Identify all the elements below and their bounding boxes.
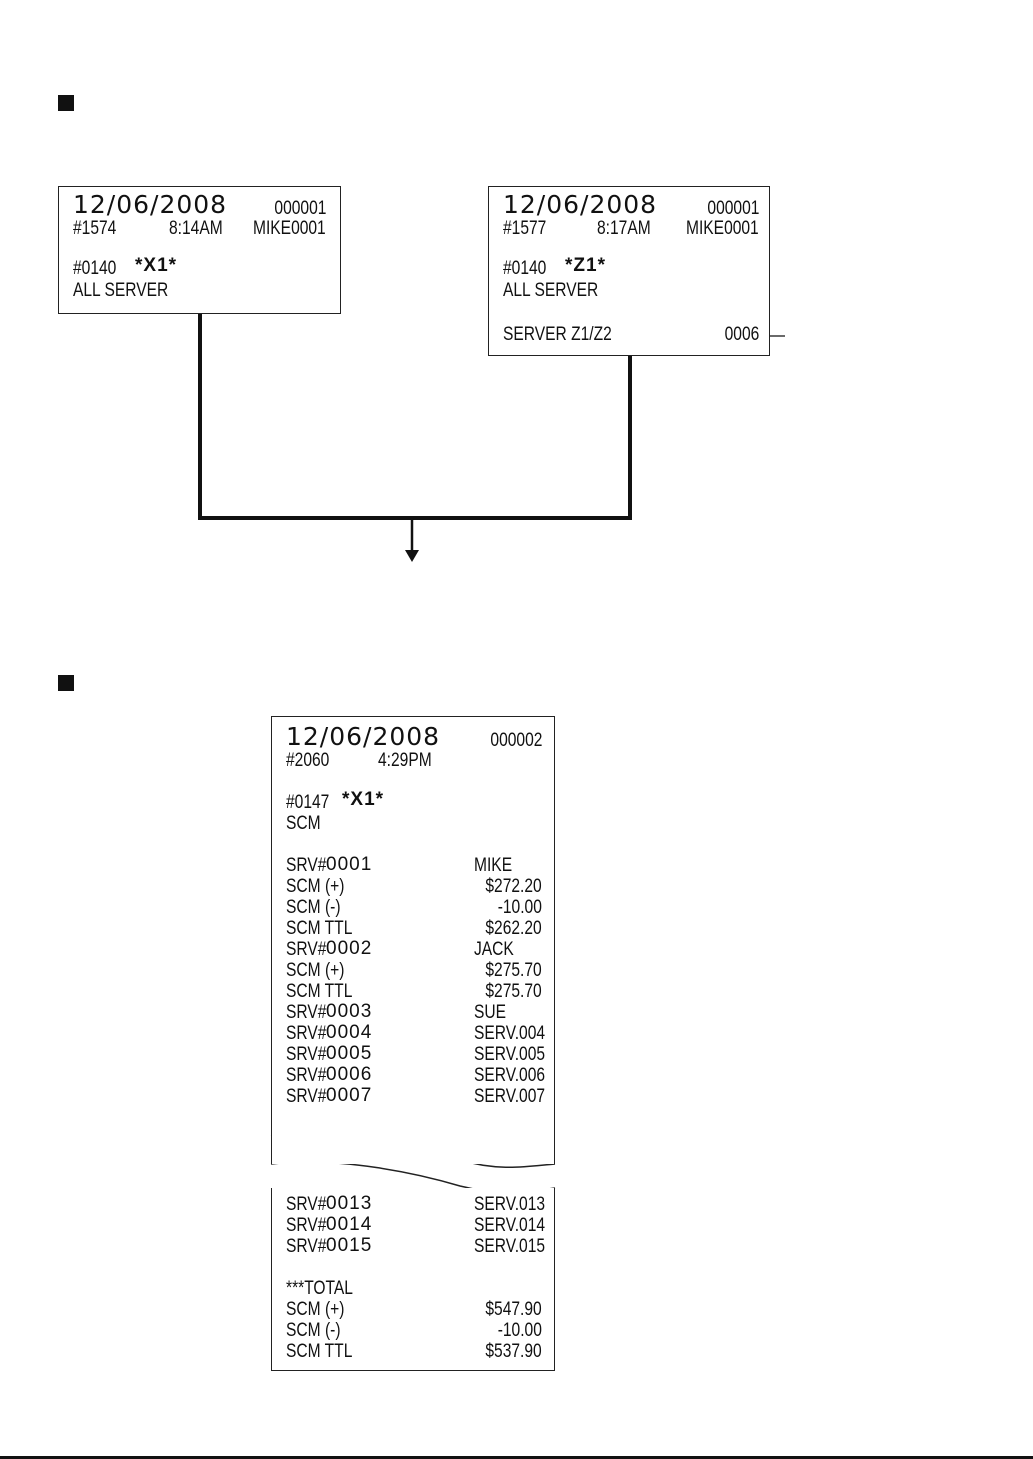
server-row [286, 1022, 546, 1044]
report-number: #0147 [286, 792, 330, 813]
receipt-serial: 000002 [490, 730, 542, 751]
row-label: SCM (-) [286, 897, 341, 918]
total-label: ***TOTAL [286, 1278, 353, 1299]
report-description: SCM [286, 813, 321, 834]
receipt-serial: 000001 [274, 198, 326, 219]
server-code: 0013 [326, 1193, 373, 1214]
down-arrow-head [405, 550, 419, 562]
receipt-time: 8:14AM [169, 218, 223, 239]
server-code: 0002 [326, 938, 373, 959]
receipt-serial: 000001 [707, 198, 759, 219]
server-code: 0004 [326, 1022, 373, 1043]
row-label: SRV# [286, 1065, 327, 1086]
server-name: SERV.015 [474, 1236, 546, 1257]
row-value: $272.20 [485, 876, 542, 897]
row-label: SCM (+) [286, 1299, 345, 1320]
receipt-server: MIKE0001 [686, 218, 759, 239]
server-row [286, 1235, 546, 1257]
row-value: -10.00 [497, 1320, 542, 1341]
server-code: 0007 [326, 1085, 373, 1106]
server-row [286, 1214, 546, 1236]
server-name: SERV.006 [474, 1065, 546, 1086]
server-code: 0014 [326, 1214, 373, 1235]
server-code: 0006 [326, 1064, 373, 1085]
row-value: $275.70 [485, 981, 542, 1002]
amount-row [286, 877, 542, 897]
server-code: 0001 [326, 854, 373, 875]
server-name: MIKE [474, 855, 513, 876]
row-value: $537.90 [485, 1341, 542, 1362]
receipt-number: #1577 [503, 218, 547, 239]
server-name: SERV.004 [474, 1023, 546, 1044]
scm-receipt-top [271, 716, 555, 1164]
row-value: $275.70 [485, 960, 542, 981]
server-name: JACK [474, 939, 514, 960]
amount-row [286, 919, 542, 939]
row-label: SCM (-) [286, 1320, 341, 1341]
row-label: SRV# [286, 1023, 327, 1044]
amount-row [286, 1300, 542, 1320]
receipt-date: 12/06/2008 [286, 722, 441, 751]
report-number: #0140 [73, 258, 117, 279]
receipt-date: 12/06/2008 [73, 190, 228, 219]
receipt-date: 12/06/2008 [503, 190, 658, 219]
row-value: -10.00 [497, 897, 542, 918]
scm-receipt-bottom [271, 1188, 555, 1371]
server-name: SERV.013 [474, 1194, 546, 1215]
receipt-number: #1574 [73, 218, 117, 239]
report-type: *X1* [135, 255, 178, 276]
receipt-time: 8:17AM [597, 218, 651, 239]
receipt-number: #2060 [286, 750, 330, 771]
receipt-server: MIKE0001 [253, 218, 326, 239]
row-label: SCM (+) [286, 876, 345, 897]
row-label: SRV# [286, 1215, 327, 1236]
amount-row [286, 1321, 542, 1341]
receipt-time: 4:29PM [378, 750, 432, 771]
z1-receipt [488, 186, 770, 356]
row-label: SRV# [286, 1194, 327, 1215]
report-description: ALL SERVER [73, 280, 169, 301]
server-row [286, 940, 542, 960]
server-name: SERV.007 [474, 1086, 546, 1107]
row-value: $547.90 [485, 1299, 542, 1320]
row-label: SCM TTL [286, 918, 353, 939]
server-name: SUE [474, 1002, 507, 1023]
report-type: *X1* [342, 789, 385, 810]
row-label: SRV# [286, 1002, 327, 1023]
amount-row [286, 982, 542, 1002]
report-description: ALL SERVER [503, 280, 599, 301]
row-label: SRV# [286, 1044, 327, 1065]
server-name: SERV.005 [474, 1044, 546, 1065]
server-code: 0003 [326, 1001, 373, 1022]
server-row [286, 1193, 546, 1215]
server-row [286, 856, 542, 876]
row-label: SRV# [286, 855, 327, 876]
x1-receipt [58, 186, 341, 314]
report-type: *Z1* [565, 255, 606, 276]
row-label: SRV# [286, 939, 327, 960]
report-number: #0140 [503, 258, 547, 279]
server-code: 0005 [326, 1043, 373, 1064]
amount-row [286, 961, 542, 981]
server-name: SERV.014 [474, 1215, 546, 1236]
row-label: SRV# [286, 1086, 327, 1107]
row-value: $262.20 [485, 918, 542, 939]
server-row [286, 1064, 546, 1086]
counter-label: SERVER Z1/Z2 [503, 324, 612, 345]
row-label: SCM TTL [286, 1341, 353, 1362]
server-row [286, 1085, 546, 1107]
server-row [286, 1003, 542, 1023]
server-code: 0015 [326, 1235, 373, 1256]
row-label: SRV# [286, 1236, 327, 1257]
row-label: SCM TTL [286, 981, 353, 1002]
server-row [286, 1043, 546, 1065]
counter-value: 0006 [724, 324, 759, 345]
amount-row [286, 898, 542, 918]
row-label: SCM (+) [286, 960, 345, 981]
amount-row [286, 1342, 542, 1362]
